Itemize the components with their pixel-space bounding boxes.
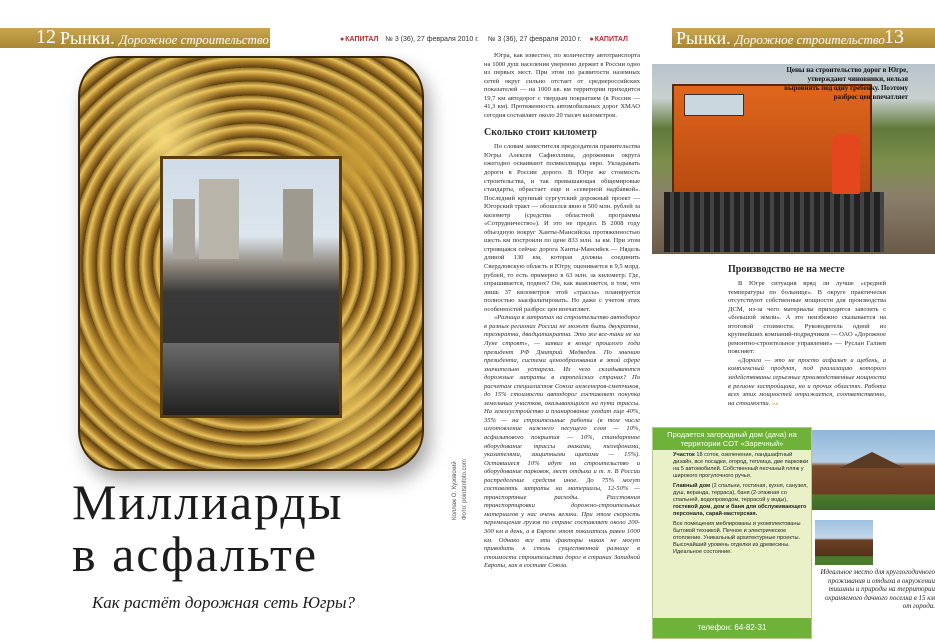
title-line-2: в асфальте <box>72 526 319 582</box>
paragraph: В Югре ситуация вряд ли лучше «средней температуры по больнице». В округе практически отсутствуют собственные мощности для производства ДСМ, из-за чего материалы приходится завозить с «большой земли». А это неизбежно сказывается на итоговой стоимости. Руководитель одной из крупнейших компаний-подрядчиков — ОАО «Дорожное ремонтно-строительное управление» — Руслан Галиев поясняет: <box>728 280 886 356</box>
photo-credit-collage: Коллаж О. Кузовский <box>452 461 458 520</box>
continue-arrow-icon: »» <box>771 399 779 407</box>
issue-meta-right <box>488 36 633 43</box>
rubric-subtitle: Дорожное строительство <box>735 32 885 47</box>
issue-info: № 3 (36), 27 февраля 2010 г. <box>385 36 479 43</box>
section-heading-production: Производство не на месте <box>728 264 845 275</box>
road-construction-photo <box>160 156 342 418</box>
ad-phone: телефон: 64-82-31 <box>653 618 811 638</box>
gilded-frame-image <box>78 56 424 471</box>
rubric-title: Рынки. <box>60 28 115 48</box>
title-line-1: Миллиарды <box>72 474 344 530</box>
header-bar-right <box>672 28 935 48</box>
kapital-logo: ● КАПИТАЛ <box>340 36 378 43</box>
quote-paragraph: «Дорога — это не просто асфальт и щебень, а комплексный продукт, под реализацию которого задействованы серьезные производственные мощности в регионе застройщика, но и прочих областях. Работа всех этих мощностей отражается, соответственно, на стоимости. »» <box>728 356 886 407</box>
issue-meta-left <box>340 36 479 43</box>
rubric-subtitle: Дорожное строительство <box>119 32 269 47</box>
article-title <box>72 476 452 580</box>
article-column-2 <box>728 257 886 408</box>
photo-credit-source: Фото: pointsinfoto.com <box>462 459 468 520</box>
article-subtitle: Как растёт дорожная сеть Югры? <box>92 593 356 612</box>
kapital-logo: ● КАПИТАЛ <box>589 36 627 43</box>
rubric-right <box>676 28 885 49</box>
page-number-right: 13 <box>884 26 904 48</box>
page-number-left: 12 <box>36 26 56 48</box>
photo-caption: Цены на строительство дорог в Югре, утверждают чиновники, нельзя выровнять под одну гребенку. Поэтому разброс цен впечатляет <box>784 66 908 101</box>
house-photo-small <box>815 520 873 565</box>
ad-headline: Продается загородный дом (дача) на территории СОТ «Заречный» <box>653 428 811 450</box>
rubric-left <box>60 28 269 49</box>
issue-info: № 3 (36), 27 февраля 2010 г. <box>488 36 582 43</box>
section-heading-cost: Сколько стоит километр <box>484 127 597 139</box>
house-sale-ad <box>652 427 812 639</box>
article-column-1 <box>484 52 640 571</box>
intro-paragraph: Югра, как известно, по количеству автотранспорта на 1000 душ населения уверенно держит в России одно из первых мест. При этом по развитости наземных сетей округ сильно отстает от среднероссийских показателей — на 1000 кв. км территории приходится 19,7 км автодорог с твердым покрытием (в России — 41,3 км). Протяженность автомобильных дорог ХМАО сегодня составляет около 20 тысяч километров. <box>484 52 640 119</box>
ad-caption: Идеальное место для круглогодичного проживания и отдыха в окружении тишины и природы на территории охраняемого дачного поселка в 15 км от города. <box>820 568 935 610</box>
header-bar-left <box>0 28 270 48</box>
house-photo-large <box>812 430 935 510</box>
ad-body: Участок 18 соток, озеленение, ландшафтный дизайн, все посадки, огород, теплица, две парковки на 5 автомобилей. Собственный песчаный пляж у широкого прогулочного ручья. Главный дом (2 спальни, гостиная, кухня, санузел, душ, веранда, терраса), баня (2-этажная со спальней, водопроводом, террасой у воды), гостевой дом, дом и баня для обслуживающего персонала, сарай-мастерская. Все помещения меблированы и укомплектованы бытовой техникой. Печное и электрическое отопление. Уникальный архитектурные проекты. Высочайший уровень отделки из древесины. Идеальное состояние. <box>673 452 809 555</box>
paragraph: По словам заместителя председателя правительства Югры Алексея Сафиоллина, дорожники округа ежегодно осваивают полмиллиарда евро. Укладывать дороги в России дорого. В Югре же стоимость строительства, и так превышающая общемировые стандарты, обрастает еще и «северной надбавкой». Последний крупный сургутский дорожный проект — Югорский тракт — обошелся явно в 500 млн. рублей за километр (средства областной программы «Сотрудничество»). И это не предел. В 2008 году объездную вокруг Ханты-Мансийска протяженностью шесть км построили по цене 833 млн. за км. При этом строящаяся сейчас дорога Ханты-Мансийск — Нядель длиной 130 км, которая должна соединить Свердловскую область и Югру, оценивается в 9,5 млрд. рублей, то есть примерно в 63 млн. за километр. Где, спрашивается, подвох? Он, как выясняется, в том, что лишь 37 километров этой «трассы» планируется полностью заасфальтировать. Но даже с учетом этих особенностей разброс цен впечатляет. <box>484 143 640 313</box>
rubric-title: Рынки. <box>676 28 731 48</box>
quote-paragraph: «Разница в затратах на строительство автодорог в разных регионах России не может быть двукратна, трехкратна, двадцатикратна. Это же все-таки не на Луне строят», — заявил в конце прошлого года президент РФ Дмитрий Медведев. По мнению президента, система ценообразования в этой сфере значительно устарела. Из чего складываются дорожные затраты в европейских странах? По расчетам специалистов Союза инженеров-сметчиков, до 15% стоимости автодорог составляет покупка земельных участков, оказывающихся на пути трассы. На землеустройство и планирование уходит еще 40%, 35% — на строительные работы (в том числе изготовление нижнего несущего слоя — 10%, асфальтового покрытия — 10%, стандартное оборудование трассы знаками, телефонами, указателями, защитными щитами — 15%). Оставшиеся 10% идут на строительство и оборудование парковок, мест отдыха и т. п. В России распределение средств иное. До 75% могут составлять затраты на материалы, 12-50% — транспортные расходы. Расстояния транспортировки дорожно-строительных материалов у нас очень велики. При этом скорость перемещения грузов по стране составляет около 200-300 км в день, а в Европе этот показатель равен 1000 км. Однако все эти факторы никак не могут приводить к столь существенной разнице в стоимости строительства дорог в странах Западной Европы, как в составе Союза. <box>484 314 640 570</box>
